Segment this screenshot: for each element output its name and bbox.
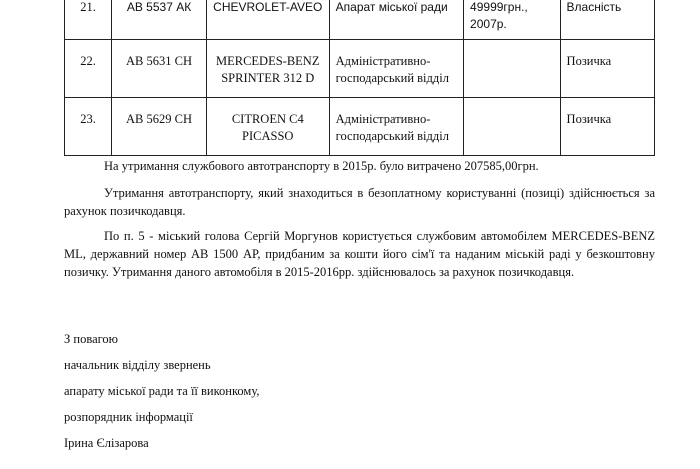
vehicle-owner — [329, 40, 463, 98]
vehicle-model — [206, 40, 329, 98]
table-row — [65, 0, 655, 40]
vehicle-model: CHEVROLET-AVEO — [206, 0, 329, 40]
price-year-line: 2007р. — [470, 17, 507, 31]
row-number: 21. — [65, 0, 112, 40]
signer-title: начальник відділу звернень — [64, 358, 211, 372]
owner-line: Адміністративно- — [335, 54, 431, 68]
signer-role: розпорядник інформації — [64, 410, 193, 424]
expenses-paragraph: На утримання службового автотранспорту в 2015р. було витрачено 207585,00грн. — [104, 159, 539, 173]
vehicle-price — [464, 40, 561, 98]
vehicle-price — [464, 98, 561, 156]
owner-line: господарський відділ — [335, 129, 449, 143]
vehicle-price — [464, 0, 561, 40]
vehicle-owner: Апарат міської ради — [329, 0, 463, 40]
signer-department: апарату міської ради та її виконкому, — [64, 384, 260, 398]
closing-greeting: З повагою — [64, 332, 119, 346]
model-line: PICASSO — [242, 129, 294, 143]
license-plate: АВ 5631 СН — [112, 40, 207, 98]
ownership-basis: Власність — [560, 0, 654, 40]
vehicle-owner — [329, 98, 463, 156]
model-line: SPRINTER 312 D — [221, 71, 315, 85]
vehicle-model — [206, 98, 329, 156]
ownership-basis: Позичка — [560, 40, 654, 98]
ownership-basis: Позичка — [560, 98, 654, 156]
row-number: 23. — [65, 98, 112, 156]
license-plate: АВ 5537 АК — [112, 0, 207, 40]
model-line: MERCEDES-BENZ — [216, 54, 320, 68]
price-line: 49999грн., — [470, 0, 528, 14]
table-row — [65, 40, 655, 98]
row-number: 22. — [65, 40, 112, 98]
mayor-vehicle-paragraph: По п. 5 - міський голова Сергій Моргунов користується службовим автомобілем MERCEDES-BENZ ML, державний номер АВ 1500 АР, придбаним за кошти його сім'ї та наданим міській раді у безкоштовну позичку. Утримання даного автомобіля в 2015-2016рр. здійснювалось за рахунок позичкодавця. — [64, 229, 655, 279]
owner-line: Адміністративно- — [335, 112, 431, 126]
vehicles-table — [64, 0, 655, 156]
owner-line: господарський відділ — [335, 71, 449, 85]
signer-name: Ірина Єлізарова — [64, 436, 149, 450]
loan-maintenance-paragraph: Утримання автотранспорту, який знаходиться в безоплатному користуванні (позиці) здійснюється за рахунок позичкодавця. — [64, 186, 655, 218]
table-row — [65, 98, 655, 156]
model-line: CITROEN C4 — [231, 112, 304, 126]
license-plate: АВ 5629 СН — [112, 98, 207, 156]
